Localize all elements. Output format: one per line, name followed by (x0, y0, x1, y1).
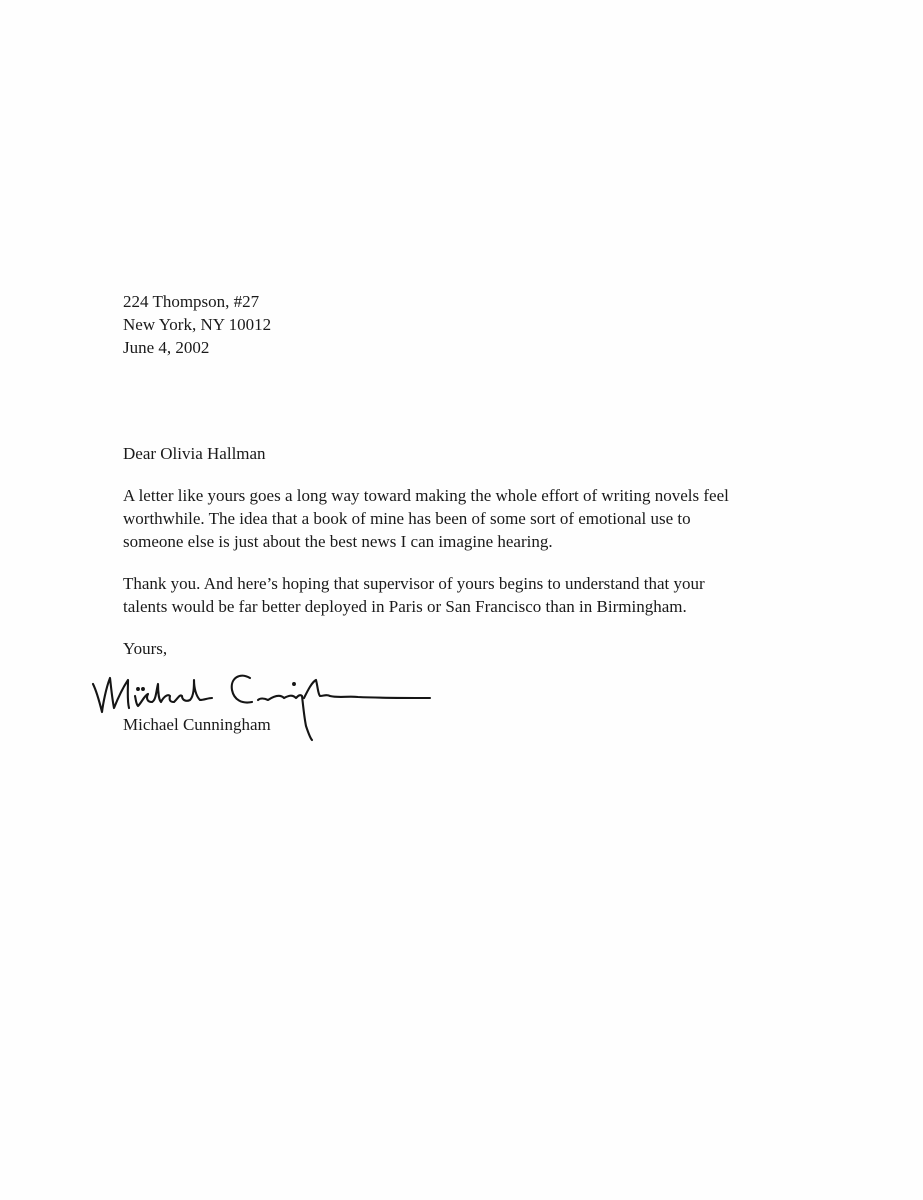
address-street: 224 Thompson, #27 (123, 292, 260, 311)
address-city-line: New York, NY 10012 (123, 315, 272, 334)
letter-date: June 4, 2002 (123, 338, 210, 357)
paragraph-2-line: talents would be far better deployed in Paris or San Francisco than in Birmingham. (123, 597, 687, 616)
closing: Yours, (123, 639, 168, 658)
salutation: Dear Olivia Hallman (123, 444, 266, 463)
letter-body (123, 290, 823, 734)
signature-area (123, 660, 823, 734)
sender-address-block (123, 290, 823, 359)
paragraph-1 (123, 484, 823, 553)
paragraph-1-line: A letter like yours goes a long way toward making the whole effort of writing novels feel (123, 486, 729, 505)
signer-name: Michael Cunningham (123, 715, 271, 734)
paragraph-2-line: Thank you. And here’s hoping that supervisor of yours begins to understand that your (123, 574, 705, 593)
paragraph-1-line: someone else is just about the best news I can imagine hearing. (123, 532, 553, 551)
paragraph-2 (123, 572, 823, 618)
paragraph-1-line: worthwhile. The idea that a book of mine has been of some sort of emotional use to (123, 509, 691, 528)
